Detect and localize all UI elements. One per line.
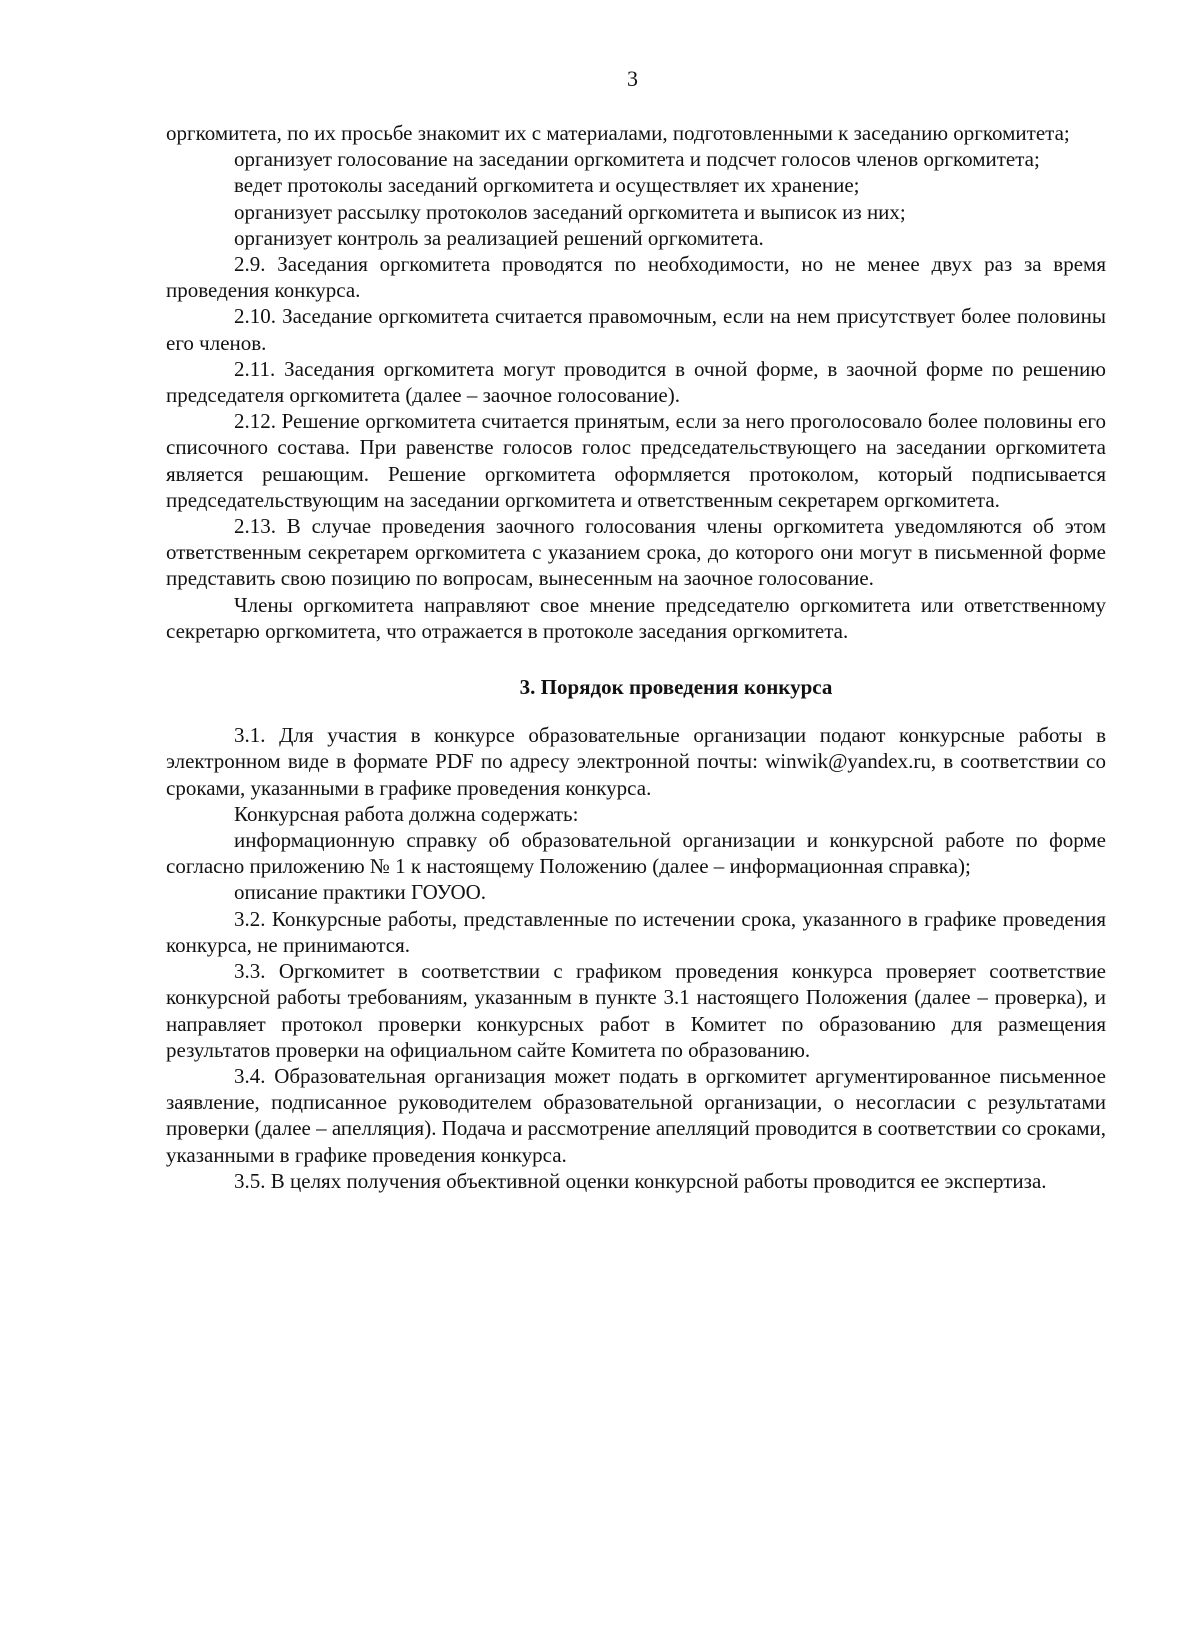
paragraph: информационную справку об образовательной организации и конкурсной работе по форме согласно приложению № 1 к настоящему Положению (далее – информационная справка); <box>166 828 1106 879</box>
paragraph: оргкомитета, по их просьбе знакомит их с материалами, подготовленными к заседанию оргкомитета; <box>166 121 1070 145</box>
paragraphs-after <box>166 722 1106 1194</box>
page-number: 3 <box>627 66 638 91</box>
paragraph: 3.5. В целях получения объективной оценки конкурсной работы проводится ее экспертиза. <box>234 1168 1047 1193</box>
document-body <box>166 120 1106 1194</box>
paragraph: организует голосование на заседании оргкомитета и подсчет голосов членов оргкомитета; <box>234 147 1040 172</box>
paragraph: 2.12. Решение оргкомитета считается принятым, если за него проголосовало более половины его списочного состава. При равенстве голосов голос председательствующего на заседании оргкомитета является решающим. Решение оргкомитета оформляется протоколом, который подписывается председательствующим на заседании оргкомитета и ответственным секретарем оргкомитета. <box>166 409 1106 512</box>
paragraph: 3.2. Конкурсные работы, представленные по истечении срока, указанного в графике проведения конкурса, не принимаются. <box>166 906 1106 957</box>
paragraph: 3.4. Образовательная организация может подать в оргкомитет аргументированное письменное заявление, подписанное руководителем образовательной организации, о несогласии с результатами проверки (далее – апелляция). Подача и рассмотрение апелляций проводится в соответствии со сроками, указанными в графике проведения конкурса. <box>166 1063 1106 1167</box>
paragraph: Члены оргкомитета направляют свое мнение председателю оргкомитета или ответственному секретарю оргкомитета, что отражается в протоколе заседания оргкомитета. <box>166 592 1106 643</box>
paragraph: организует рассылку протоколов заседаний оргкомитета и выписок из них; <box>234 199 906 224</box>
paragraph: 2.11. Заседания оргкомитета могут проводится в очной форме, в заочной форме по решению председателя оргкомитета (далее – заочное голосование). <box>166 356 1106 408</box>
paragraph: организует контроль за реализацией решений оргкомитета. <box>234 225 764 250</box>
paragraph: 2.10. Заседание оргкомитета считается правомочным, если на нем присутствует более половины его членов. <box>166 304 1106 355</box>
paragraph: 2.13. В случае проведения заочного голосования члены оргкомитета уведомляются об этом ответственным секретарем оргкомитета с указанием срока, до которого они могут в письменной форме представить свою позицию по вопросам, вынесенным на заочное голосование. <box>166 514 1106 591</box>
paragraph: 2.9. Заседания оргкомитета проводятся по необходимости, но не менее двух раз за время проведения конкурса. <box>166 252 1106 303</box>
paragraph: 3.1. Для участия в конкурсе образовательные организации подают конкурсные работы в электронном виде в формате PDF по адресу электронной почты: winwik@yandex.ru, в соответствии со сроками, указанными в графике проведения конкурса. <box>166 723 1106 800</box>
paragraph: 3.3. Оргкомитет в соответствии с графиком проведения конкурса проверяет соответствие конкурсной работы требованиям, указанным в пункте 3.1 настоящего Положения (далее – проверка), и направляет протокол проверки конкурсных работ в Комитет по образованию для размещения результатов проверки на официальном сайте Комитета по образованию. <box>166 959 1106 1062</box>
paragraph: ведет протоколы заседаний оргкомитета и осуществляет их хранение; <box>234 173 860 198</box>
section-heading: 3. Порядок проведения конкурса <box>519 675 833 700</box>
paragraphs-before <box>166 120 1106 644</box>
paragraph: Конкурсная работа должна содержать: <box>234 801 579 826</box>
paragraph: описание практики ГОУОО. <box>234 880 487 905</box>
